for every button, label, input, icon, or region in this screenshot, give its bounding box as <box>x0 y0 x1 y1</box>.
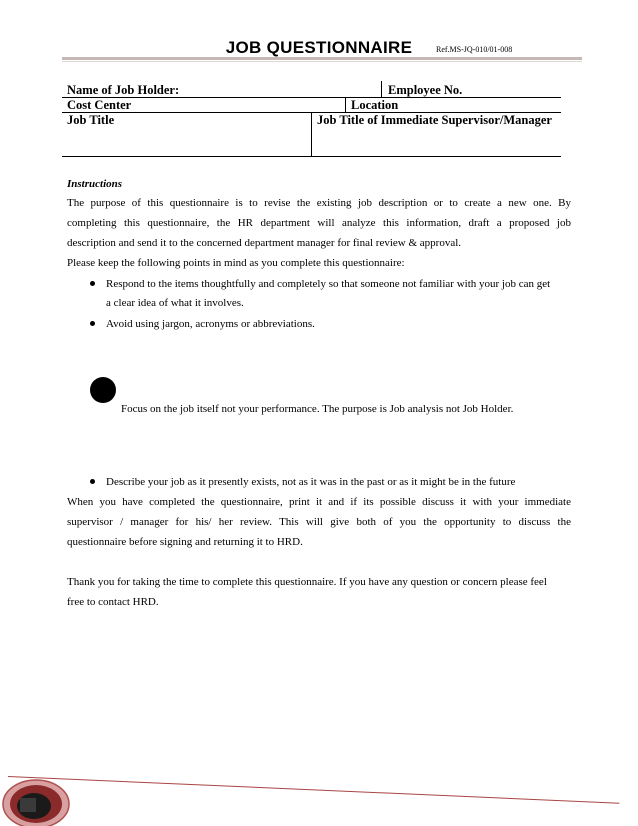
employee-no-label: Employee No. <box>388 83 463 97</box>
job-title-label: Job Title <box>67 113 115 127</box>
list-item-text: Avoid using jargon, acronyms or abbreviations. <box>106 318 315 330</box>
list-item-continuation: a clear idea of what it involves. <box>106 297 244 309</box>
bullet-icon <box>90 479 95 484</box>
title-text: JOB QUESTIONNAIRE <box>225 38 413 57</box>
purpose-line-3: description and send it to the concerned department manager for final review & approval. <box>67 237 462 249</box>
instructions-heading: Instructions <box>67 178 123 190</box>
completion-line-1: When you have completed the questionnaire, print it and if its possible discuss it with your immediate <box>67 496 571 508</box>
cost-center-label: Cost Center <box>67 98 132 112</box>
thank-you-line-1: Thank you for taking the time to complete this questionnaire. If you have any question or concern please feel <box>67 576 547 588</box>
keep-points-text: Please keep the following points in mind as you complete this questionnaire: <box>67 257 405 269</box>
header-rule-thin <box>62 61 582 62</box>
footer-logo-icon <box>0 770 80 826</box>
table-line <box>62 156 561 157</box>
purpose-line-2: completing this questionnaire, the HR department will analyze this information, draft a proposed job <box>67 217 571 229</box>
list-item <box>106 472 515 492</box>
purpose-line-1: The purpose of this questionnaire is to revise the existing job description or to create a new one. By <box>67 197 571 209</box>
large-bullet-icon <box>90 377 116 403</box>
table-line <box>62 97 561 98</box>
supervisor-title-label: Job Title of Immediate Supervisor/Manager <box>317 113 552 127</box>
list-item <box>106 314 315 334</box>
reference-number: Ref.MS-JQ-010/01-008 <box>436 45 513 54</box>
location-label: Location <box>351 98 399 112</box>
list-item <box>106 274 550 294</box>
footer-rule <box>8 776 619 804</box>
thank-you-line-2: free to contact HRD. <box>67 596 159 608</box>
list-item-text: Respond to the items thoughtfully and completely so that someone not familiar with your job can get <box>106 278 551 290</box>
table-divider <box>311 112 312 156</box>
list-item-text: Describe your job as it presently exists, not as it was in the past or as it might be in the future <box>106 476 516 488</box>
table-divider <box>381 81 382 98</box>
completion-line-3: questionnaire before signing and returning it to HRD. <box>67 536 303 548</box>
page-title <box>0 38 638 58</box>
bullet-icon <box>90 321 95 326</box>
table-divider <box>345 97 346 112</box>
completion-line-2: supervisor / manager for his/ her review. This will give both of you the opportunity to discuss the <box>67 516 571 528</box>
header-rule <box>62 57 582 60</box>
name-of-job-holder-label: Name of Job Holder: <box>67 83 180 97</box>
bullet-icon <box>90 281 95 286</box>
focus-text: Focus on the job itself not your performance. The purpose is Job analysis not Job Holder. <box>121 403 514 415</box>
